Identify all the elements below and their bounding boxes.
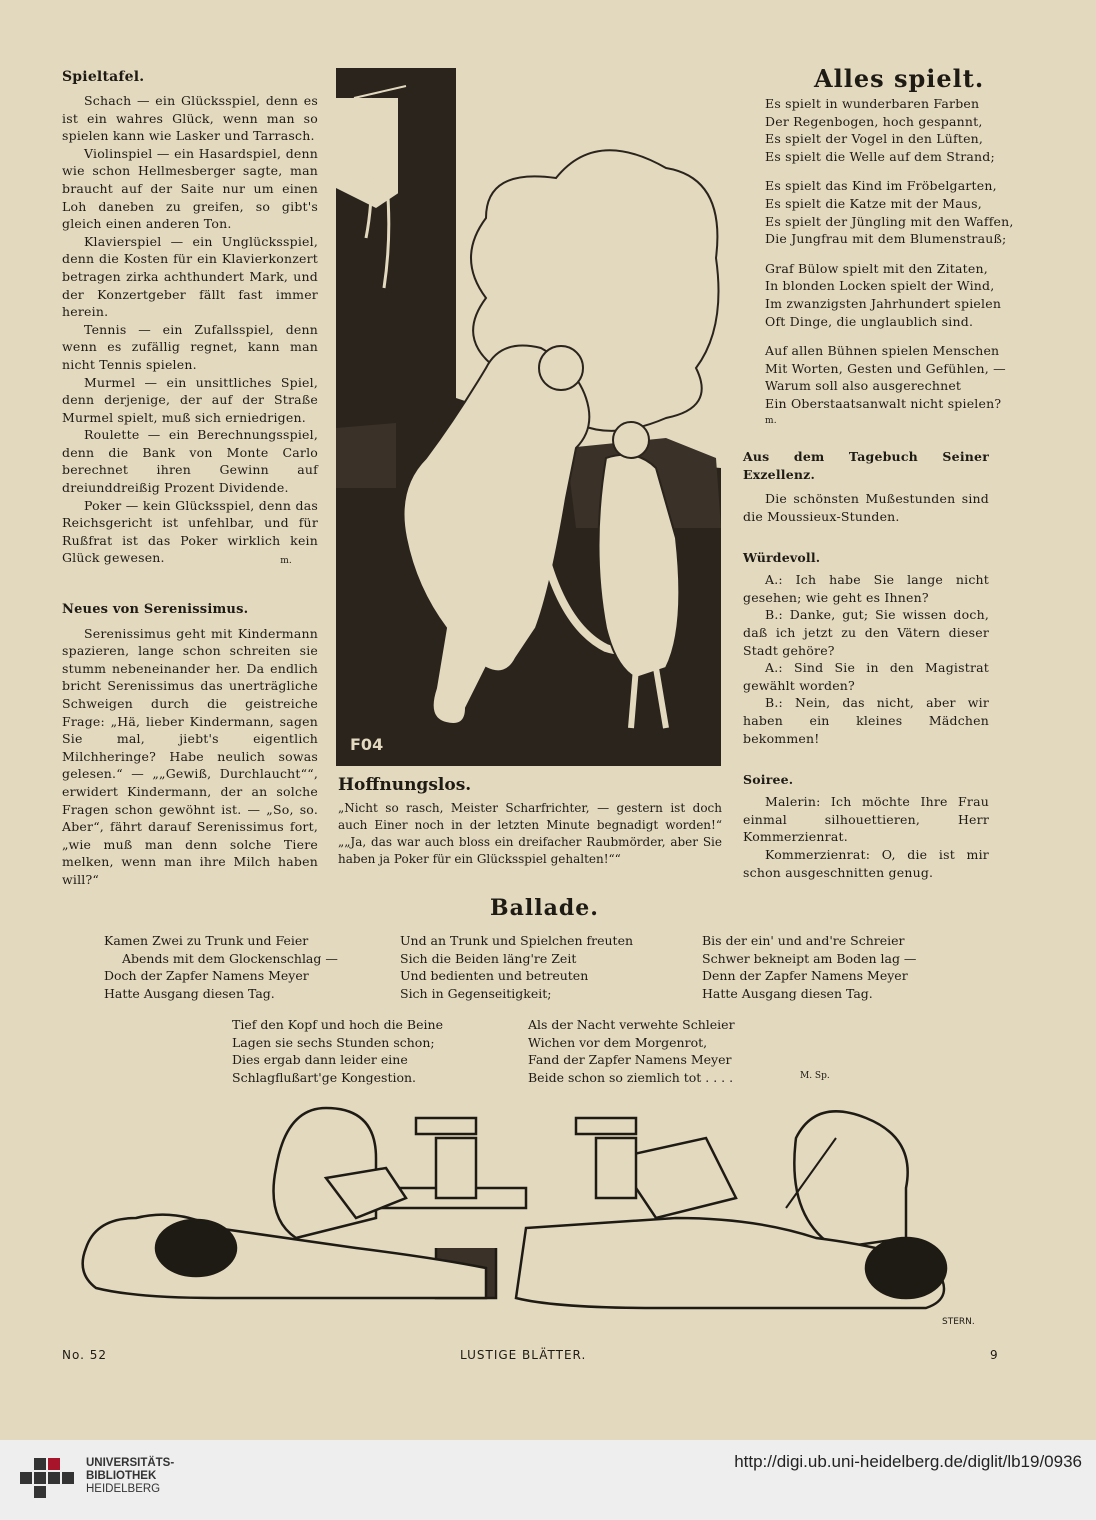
verse: Denn der Zapfer Namens Meyer [702, 968, 908, 983]
spieltafel-para-6: Roulette — ein Berechnungsspiel, denn die Bank von Monte Carlo berechnet ihren Gewinn auf dreiunddreißig Prozent Dividende. [62, 427, 318, 496]
spieltafel-para-7: Poker — kein Glücksspiel, denn das Reichsgericht ist unfehlbar, und für Rußfrat ist das Poker wirklich kein Glück gewesen. [62, 497, 318, 566]
verse: Und bedienten und betreuten [400, 968, 589, 983]
ballade-stanza-1 [104, 932, 338, 1002]
spieltafel-para-5: Murmel — ein unsittliches Spiel, denn derjenige, der auf der Straße Murmel spielt, muß sich erniedrigen. [62, 374, 318, 425]
alles-stanza-3 [743, 260, 1002, 330]
verse: Schlagflußart'ge Kongestion. [232, 1069, 417, 1085]
spieltafel-para-1: Schach — ein Glücksspiel, denn es ist ein wahres Glück, wenn man so spielen kann wie Lasker und Tarrasch. [62, 93, 318, 144]
verse: In blonden Locken spielt der Wind, [765, 278, 995, 294]
verse: Bis der ein' und and're Schreier [702, 933, 905, 948]
illustration-signature: F04 [350, 735, 384, 754]
alles-stanza-4 [743, 342, 1006, 412]
hoffnungslos-text: „Nicht so rasch, Meister Scharfrichter, — gestern ist doch auch Einer noch in der letzten Minute begnadigt worden!“ „„Ja, das war auch bloss ein dreifacher Raubmörder, aber Sie haben ja Poker für ein Glücksspiel gehalten!““ [338, 801, 722, 866]
verse: Wichen vor dem Morgenrot, [528, 1034, 708, 1050]
verse: Es spielt in wunderbaren Farben [765, 96, 980, 111]
verse: Auf allen Bühnen spielen Menschen [765, 343, 1000, 359]
verse: Oft Dinge, die unglaublich sind. [765, 313, 974, 329]
verse: Beide schon so ziemlich tot . . . . [528, 1069, 734, 1085]
library-name-line: UNIVERSITÄTS- [86, 1457, 175, 1469]
verse: Abends mit dem Glockenschlag — [122, 950, 338, 966]
library-name [86, 1457, 174, 1496]
verse: Als der Nacht verwehte Schleier [528, 1017, 735, 1032]
hoffnungslos-title: Hoffnungslos. [338, 775, 472, 795]
verse: Sich die Beiden läng're Zeit [400, 950, 577, 966]
source-url-link[interactable]: http://digi.ub.uni-heidelberg.de/diglit/lb19/0936 [734, 1452, 1082, 1471]
wuerdevoll-title: Würdevoll. [743, 550, 821, 566]
ballade-stanza-2 [400, 932, 633, 1002]
verse: Es spielt die Katze mit der Maus, [765, 195, 982, 211]
verse: Fand der Zapfer Namens Meyer [528, 1052, 732, 1067]
alles-signature: m. [765, 415, 777, 426]
verse: Der Regenbogen, hoch gespannt, [765, 113, 983, 129]
page-number: 9 [990, 1348, 999, 1362]
spieltafel-signature: m. [280, 556, 292, 567]
tagebuch-text: Die schönsten Mußestunden sind die Moussieux-Stunden. [743, 491, 989, 524]
library-name-line: BIBLIOTHEK [86, 1470, 157, 1482]
gallows-illustration [336, 68, 721, 766]
verse: Doch der Zapfer Namens Meyer [104, 968, 309, 983]
verse: Lagen sie sechs Stunden schon; [232, 1034, 435, 1050]
verse: Ein Oberstaatsanwalt nicht spielen? [765, 395, 1002, 411]
drunks-illustration [56, 1098, 996, 1334]
neues-title: Neues von Serenissimus. [62, 601, 249, 617]
verse: Dies ergab dann leider eine [232, 1052, 408, 1067]
verse: Sich in Gegenseitigkeit; [400, 985, 552, 1001]
alles-stanza-1 [743, 95, 995, 165]
alles-stanza-2 [743, 177, 1014, 247]
verse: Kamen Zwei zu Trunk und Feier [104, 933, 309, 948]
verse: Und an Trunk und Spielchen freuten [400, 933, 634, 948]
spieltafel-title: Spieltafel. [62, 69, 145, 85]
wuerdevoll-para-1: A.: Ich habe Sie lange nicht gesehen; wie geht es Ihnen? [743, 572, 989, 605]
wuerdevoll-para-2: B.: Danke, gut; Sie wissen doch, daß ich jetzt zu den Vätern dieser Stadt gehöre? [743, 607, 989, 658]
library-logo-icon [20, 1454, 76, 1502]
verse: Hatte Ausgang diesen Tag. [104, 985, 275, 1001]
verse: Warum soll also ausgerechnet [765, 378, 962, 394]
soiree-title: Soiree. [743, 772, 794, 788]
verse: Es spielt die Welle auf dem Strand; [765, 148, 995, 164]
soiree-para-1: Malerin: Ich möchte Ihre Frau einmal silhouettieren, Herr Kommerzienrat. [743, 794, 989, 845]
ballade-stanza-5 [528, 1016, 735, 1086]
verse: Im zwanzigsten Jahrhundert spielen [765, 295, 1002, 311]
verse: Mit Worten, Gesten und Gefühlen, — [765, 360, 1006, 376]
verse: Es spielt der Vogel in den Lüften, [765, 131, 984, 147]
verse: Tief den Kopf und hoch die Beine [232, 1017, 443, 1032]
spieltafel-para-4: Tennis — ein Zufallsspiel, denn wenn es zufällig regnet, kann man nicht Tennis spielen. [62, 321, 318, 372]
magazine-name: LUSTIGE BLÄTTER. [460, 1348, 587, 1362]
alles-title: Alles spielt. [814, 64, 985, 93]
verse: Hatte Ausgang diesen Tag. [702, 985, 873, 1001]
illustration-signature: STERN. [942, 1317, 975, 1327]
spieltafel-para-3: Klavierspiel — ein Unglücksspiel, denn die Kosten für ein Klavierkonzert betragen zirka achthundert Mark, und der Konzertgeber fällt fast immer herein. [62, 233, 318, 320]
ballade-stanza-3 [702, 932, 916, 1002]
verse: Es spielt der Jüngling mit den Waffen, [765, 213, 1014, 229]
neues-para: Serenissimus geht mit Kindermann spazieren, lange schon schreiten sie stumm nebeneinander her. Da endlich bricht Serenissimus das unerträgliche Schweigen durch die geistreiche Frage: „Hä, lieber Kindermann, sagen Sie mal, jiebt's eigentlich Milchheringe? Habe neulich sowas gelesen.“ — „„Gewiß, Durchlaucht““, erwidert Kindermann, der an solche Fragen schon gewöhnt ist. — „So, so. Aber“, fährt darauf Serenissimus fort, „wie muß man denn solche Tiere melken, wenn man ihre Milch haben will?“ [62, 625, 318, 887]
spieltafel-para-2: Violinspiel — ein Hasardspiel, denn wie schon Hellmesberger sagte, man braucht auf der Saite nur um einen Loh daneben zu greifen, so gibt's gleich einen anderen Ton. [62, 145, 318, 232]
ballade-stanza-4 [232, 1016, 443, 1086]
library-name-line: HEIDELBERG [86, 1483, 161, 1495]
verse: Es spielt das Kind im Fröbelgarten, [765, 178, 997, 194]
right-column [743, 95, 1014, 881]
left-column [62, 68, 318, 889]
ballade-signature: M. Sp. [800, 1071, 830, 1081]
verse: Schwer bekneipt am Boden lag — [702, 950, 917, 966]
issue-number: No. 52 [62, 1348, 108, 1362]
wuerdevoll-para-4: B.: Nein, das nicht, aber wir haben ein kleines Mädchen bekommen! [743, 695, 989, 746]
ballade-title: Ballade. [490, 895, 599, 921]
verse: Graf Bülow spielt mit den Zitaten, [765, 260, 988, 276]
wuerdevoll-para-3: A.: Sind Sie in den Magistrat gewählt worden? [743, 660, 989, 693]
soiree-para-2: Kommerzienrat: O, die ist mir schon ausgeschnitten genug. [743, 847, 989, 880]
verse: Die Jungfrau mit dem Blumenstrauß; [765, 231, 1007, 247]
tagebuch-title: Aus dem Tagebuch Seiner Exzellenz. [743, 449, 989, 483]
